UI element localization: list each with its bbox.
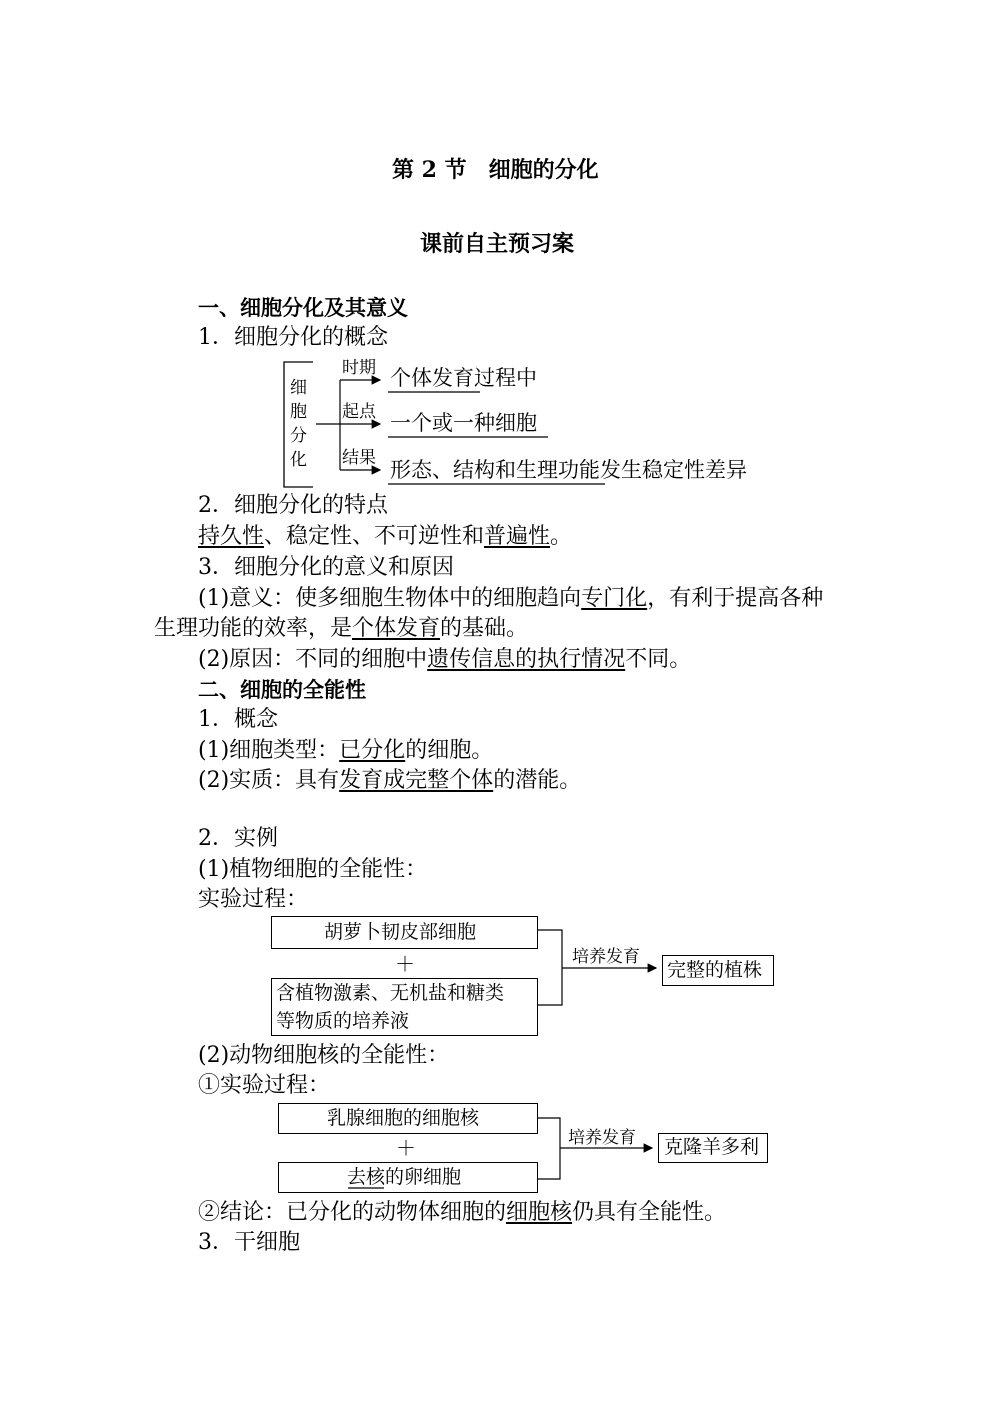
plant-process-label: 实验过程： <box>198 887 309 912</box>
plant-heading: (1)植物细胞的全能性： <box>198 857 428 882</box>
box-text <box>347 1163 461 1191</box>
diagram1-root-char: 细 <box>290 378 307 398</box>
branch-label-period: 时期 <box>342 358 376 378</box>
text: (2)实质：具有 <box>198 768 340 793</box>
answer-underline: 已分化 <box>339 738 406 763</box>
answer-underline: 普遍性 <box>484 524 551 549</box>
branch-label-result: 结果 <box>342 448 376 468</box>
page-title: 第 2 节 细胞的分化 <box>392 157 599 183</box>
arrow-label: 培养发育 <box>572 947 640 967</box>
box-text: 等物质的培养液 <box>276 1010 410 1032</box>
text: 。 <box>550 524 573 549</box>
diagram1-root-char: 胞 <box>290 402 307 422</box>
text: (1)细胞类型： <box>198 738 340 763</box>
diagram1-root-char: 分 <box>290 426 307 446</box>
box-text: 含植物激素、无机盐和糖类 <box>276 982 505 1004</box>
item-features: 2．细胞分化的特点 <box>198 493 388 518</box>
box-dolly <box>658 1133 768 1163</box>
diagram1-root-char: 化 <box>290 450 307 470</box>
text: 的卵细胞 <box>385 1166 462 1188</box>
answer-underline: 个体发育 <box>352 616 441 641</box>
item-meaning-reason: 3．细胞分化的意义和原因 <box>198 555 454 580</box>
answer-underline: 发育成完整个体 <box>339 768 494 793</box>
item-examples: 2．实例 <box>198 826 278 851</box>
answer-underline: 专门化 <box>581 586 648 611</box>
text: (2)原因：不同的细胞中 <box>198 647 428 672</box>
section-heading-1: 一、细胞分化及其意义 <box>198 296 408 320</box>
text: ，有利于提高各种 <box>647 586 824 611</box>
text: 生理功能的效率，是 <box>154 616 353 641</box>
box-text: 胡萝卜韧皮部细胞 <box>324 921 477 943</box>
text: 的细胞。 <box>405 738 494 763</box>
item-stem-cells: 3．干细胞 <box>198 1230 300 1255</box>
arrow-label: 培养发育 <box>568 1128 636 1148</box>
branch-value-period: 个体发育过程中 <box>390 366 537 390</box>
item-concept-2: 1．概念 <box>198 707 278 732</box>
text: 不同。 <box>625 647 692 672</box>
text: 的基础。 <box>440 616 529 641</box>
box-mammary-nucleus <box>278 1103 538 1134</box>
answer-underline: 细胞核 <box>506 1200 573 1225</box>
box-text: 乳腺细胞的细胞核 <box>327 1107 480 1129</box>
branch-label-origin: 起点 <box>342 402 376 422</box>
box-enucleated-egg <box>278 1162 538 1193</box>
conclusion-line <box>198 1199 726 1227</box>
text: 、稳定性、不可逆性和 <box>264 524 485 549</box>
plus-sign: ＋ <box>395 952 415 976</box>
plus-sign: ＋ <box>396 1136 416 1160</box>
animal-process-label: ①实验过程： <box>198 1073 331 1098</box>
text: ②结论：已分化的动物体细胞的 <box>198 1200 507 1225</box>
answer-underline: 遗传信息的执行情况 <box>427 647 626 672</box>
box-text: 完整的植株 <box>667 959 763 981</box>
answer-underline: 持久性 <box>198 524 265 549</box>
animal-heading: (2)动物细胞核的全能性： <box>198 1043 450 1068</box>
page-subtitle: 课前自主预习案 <box>420 231 575 257</box>
text: 去核 <box>347 1166 386 1188</box>
branch-value-origin: 一个或一种细胞 <box>390 411 537 435</box>
text: (1)意义：使多细胞生物体中的细胞趋向 <box>198 586 582 611</box>
item-concept: 1．细胞分化的概念 <box>198 325 388 350</box>
section-heading-2: 二、细胞的全能性 <box>198 678 366 702</box>
box-text: 克隆羊多利 <box>664 1136 760 1158</box>
branch-value-result: 形态、结构和生理功能发生稳定性差异 <box>390 458 747 482</box>
text: 的潜能。 <box>493 768 582 793</box>
text: 仍具有全能性。 <box>572 1200 727 1225</box>
